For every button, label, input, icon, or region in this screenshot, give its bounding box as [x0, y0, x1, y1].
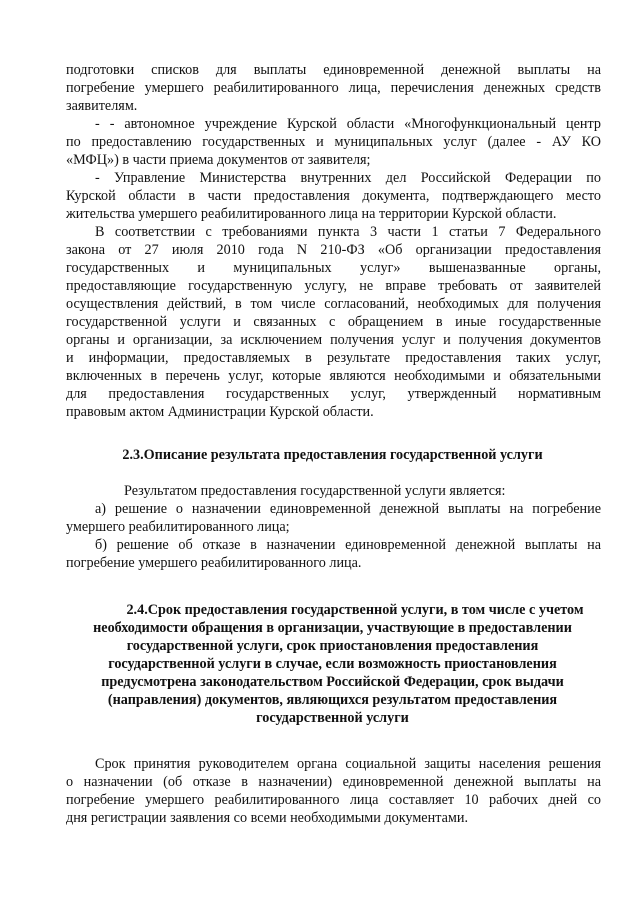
- text-line: Результатом предоставления государственной услуги является:: [124, 483, 506, 499]
- text-line: погребение умершего реабилитированного лица.: [66, 555, 362, 571]
- heading-line: необходимости обращения в организации, участвующие в предоставлении: [93, 620, 572, 636]
- text-line: осуществления действий, в том числе согласований, необходимых для получения: [66, 296, 601, 312]
- text-line: дня регистрации заявления со всеми необходимыми документами.: [66, 810, 468, 826]
- text-line: органы и организации, за исключением получения услуг и получения документов: [66, 332, 601, 348]
- text-line: б) решение об отказе в назначении единовременной денежной выплаты на: [95, 537, 601, 553]
- text-line: и информации, предоставляемых в результате предоставления таких услуг,: [66, 350, 601, 366]
- text-line: государственных и муниципальных услуг» вышеназванные органы,: [66, 260, 601, 276]
- text-line: Срок принятия руководителем органа социальной защиты населения решения: [95, 756, 601, 772]
- text-line: государственной услуги и связанных с обращением в иные государственные: [66, 314, 601, 330]
- text-line: по предоставлению государственных и муниципальных услуг (далее - АУ КО: [66, 134, 601, 150]
- section-heading-2-3: 2.3.Описание результата предоставления государственной услуги: [122, 447, 543, 463]
- text-line: Курской области в части предоставления документа, подтверждающего место: [66, 188, 601, 204]
- text-line: включенных в перечень услуг, которые являются необходимыми и обязательными: [66, 368, 601, 384]
- text-line: «МФЦ») в части приема документов от заявителя;: [66, 152, 371, 168]
- text-line: для предоставления государственных услуг, утвержденный нормативным: [66, 386, 601, 402]
- text-line: - Управление Министерства внутренних дел Российской Федерации по: [95, 170, 601, 186]
- text-line: заявителям.: [66, 98, 138, 114]
- heading-line: государственной услуги в случае, если возможность приостановления: [108, 656, 557, 672]
- heading-line: 2.4.Срок предоставления государственной услуги, в том числе с учетом: [126, 602, 584, 618]
- text-line: В соответствии с требованиями пункта 3 части 1 статьи 7 Федерального: [95, 224, 601, 240]
- text-line: погребение умершего реабилитированного лица составляет 10 рабочих дней со: [66, 792, 601, 808]
- text-line: о назначении (об отказе в назначении) единовременной денежной выплаты на: [66, 774, 601, 790]
- text-line: подготовки списков для выплаты единовременной денежной выплаты на: [66, 62, 601, 78]
- text-line: - - автономное учреждение Курской области «Многофункциональный центр: [95, 116, 601, 132]
- text-line: умершего реабилитированного лица;: [66, 519, 290, 535]
- text-line: закона от 27 июля 2010 года N 210-ФЗ «Об организации предоставления: [66, 242, 601, 258]
- heading-line: (направления) документов, являющихся результатом предоставления: [107, 692, 558, 708]
- text-line: правовым актом Администрации Курской области.: [66, 404, 374, 420]
- text-line: предоставляющие государственную услугу, не вправе требовать от заявителей: [66, 278, 601, 294]
- text-line: погребение умершего реабилитированного лица, перечисления денежных средств: [66, 80, 601, 96]
- heading-line: государственной услуги, срок приостановления предоставления: [126, 638, 539, 654]
- text-line: а) решение о назначении единовременной денежной выплаты на погребение: [95, 501, 601, 517]
- heading-line: предусмотрена законодательством Российской Федерации, срок выдачи: [101, 674, 564, 690]
- heading-line: государственной услуги: [256, 710, 409, 726]
- text-line: жительства умершего реабилитированного лица на территории Курской области.: [66, 206, 557, 222]
